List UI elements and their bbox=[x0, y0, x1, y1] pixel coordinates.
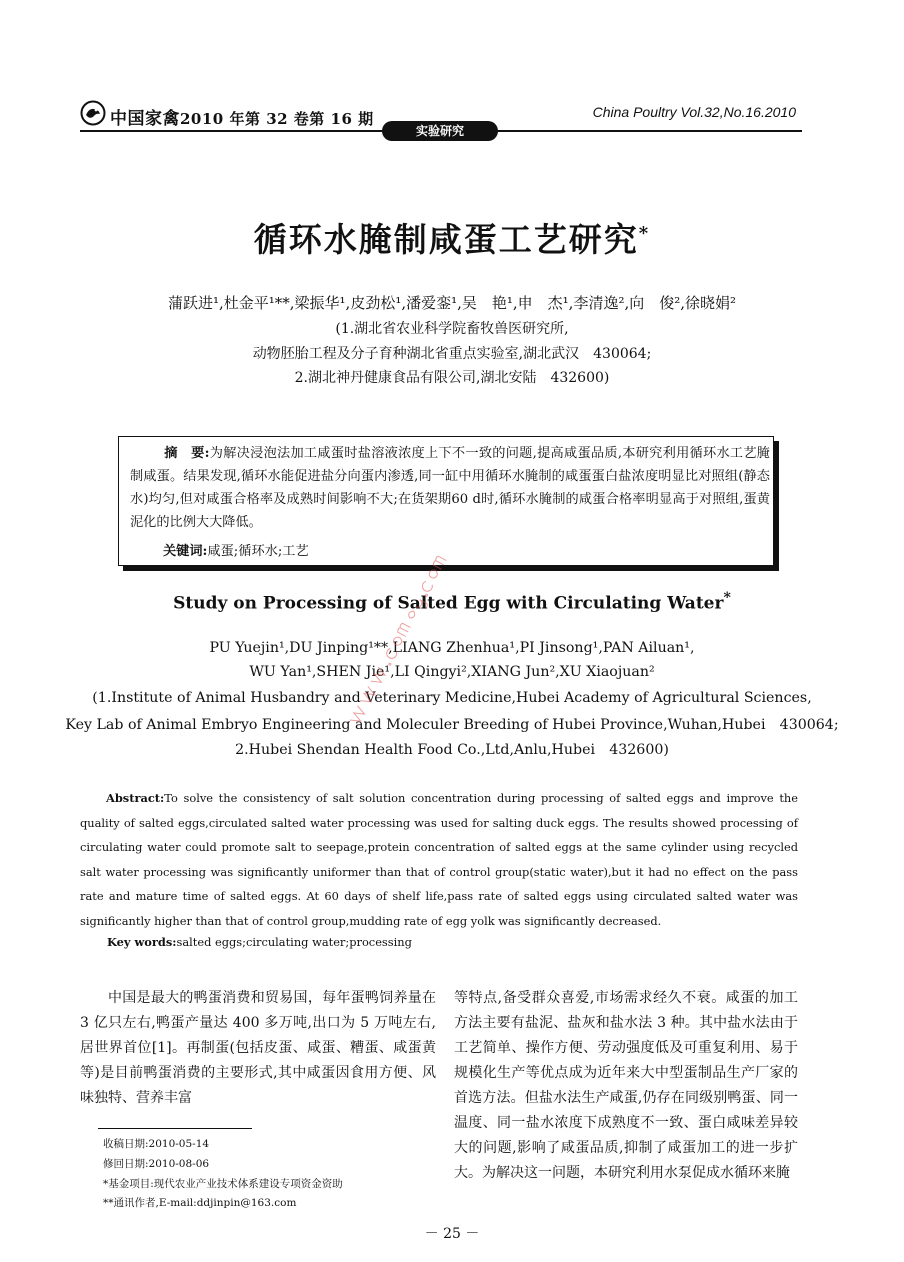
affiliation-en-1: (1.Institute of Animal Husbandry and Veterinary Medicine,Hubei Academy of Agricultural Sciences, bbox=[92, 690, 812, 706]
page-number: － 25 － bbox=[424, 1226, 480, 1242]
title-zh-text: 循环水腌制咸蛋工艺研究 bbox=[253, 220, 639, 259]
journal-issue-zh bbox=[110, 104, 374, 129]
abstract-en-text: To solve the consistency of salt solution concentration during processing of salted eggs and improve the quality of salted eggs,circulated salted water processing was used for salting duck eggs. The results showed processing of circulating water could promote salt to seepage,protein concentration of salted eggs at the same cylinder using recycled salt water processing was significantly uniformer than that of control group(static water),but it had no effect on the pass rate and mature time of salted eggs. At 60 days of shelf life,pass rate of salted eggs using circulated salted water was significantly higher than that of control group,mudding rate of egg yolk was significantly decreased. bbox=[80, 791, 798, 928]
footnote-received: 收稿日期:2010-05-14 bbox=[103, 1138, 210, 1150]
footnote-revised: 修回日期:2010-08-06 bbox=[103, 1158, 210, 1170]
title-en-mark: * bbox=[723, 590, 731, 606]
footnote-corresponding: **通讯作者,E-mail:ddjinpin@163.com bbox=[103, 1197, 297, 1209]
affiliation-zh-1: (1.湖北省农业科学院畜牧兽医研究所, bbox=[335, 321, 569, 337]
affiliation-en-2: Key Lab of Animal Embryo Engineering and Moleculer Breeding of Hubei Province,Wuhan,Hubei 430064; bbox=[65, 717, 839, 733]
abstract-zh-text: 为解决浸泡法加工咸蛋时盐溶液浓度上下不一致的问题,提高咸蛋品质,本研究利用循环水工艺腌制咸蛋。结果发现,循环水能促进盐分向蛋内渗透,同一缸中用循环水腌制的咸蛋蛋白盐浓度明显比对照组(静态水)均匀,但对咸蛋合格率及成熟时间影响不大;在货架期60 d时,循环水腌制的咸蛋合格率明显高于对照组,蛋黄泥化的比例大大降低。 bbox=[130, 446, 770, 530]
affiliation-zh-2: 动物胚胎工程及分子育种湖北省重点实验室,湖北武汉 430064; bbox=[252, 346, 652, 362]
footnote-funding: *基金项目:现代农业产业技术体系建设专项资金资助 bbox=[103, 1178, 343, 1190]
abstract-zh-label: 摘 要: bbox=[164, 446, 210, 461]
title-en-text: Study on Processing of Salted Egg with Circulating Water bbox=[173, 593, 724, 614]
journal-issue-en: China Poultry Vol.32,No.16.2010 bbox=[592, 104, 796, 120]
keywords-zh-text: 咸蛋;循环水;工艺 bbox=[207, 544, 309, 559]
keywords-zh bbox=[163, 540, 309, 559]
authors-zh: 蒲跃进¹,杜金平¹**,梁振华¹,皮劲松¹,潘爱銮¹,吴 艳¹,申 杰¹,李清逸²,向 俊²,徐晓娟² bbox=[167, 294, 737, 312]
footnote-rule bbox=[98, 1128, 252, 1129]
affiliation-en-3: 2.Hubei Shendan Health Food Co.,Ltd,Anlu,Hubei 432600) bbox=[235, 742, 669, 758]
keywords-en-label: Key words: bbox=[107, 935, 177, 949]
authors-en-1: PU Yuejin¹,DU Jinping¹**,LIANG Zhenhua¹,PI Jinsong¹,PAN Ailuan¹, bbox=[209, 640, 695, 656]
authors-en-2: WU Yan¹,SHEN Jie¹,LI Qingyi²,XIANG Jun²,XU Xiaojuan² bbox=[249, 664, 655, 680]
keywords-en bbox=[107, 935, 412, 949]
journal-name-zh: 中国家禽 bbox=[110, 109, 180, 129]
page-title-zh bbox=[0, 214, 904, 261]
affiliation-zh-3: 2.湖北神丹健康食品有限公司,湖北安陆 432600) bbox=[294, 370, 610, 386]
keywords-en-text: salted eggs;circulating water;processing bbox=[176, 935, 412, 949]
abstract-en bbox=[80, 786, 798, 933]
page-title-en bbox=[0, 590, 904, 614]
abstract-zh bbox=[130, 442, 770, 534]
section-badge: 实验研究 bbox=[382, 121, 498, 141]
issue-zh: 2010 年第 32 卷第 16 期 bbox=[180, 110, 374, 128]
keywords-zh-label: 关键词: bbox=[163, 544, 208, 559]
body-column-right: 等特点,备受群众喜爱,市场需求经久不衰。咸蛋的加工方法主要有盐泥、盐灰和盐水法 3 种。其中盐水法由于工艺简单、操作方便、劳动强度低及可重复利用、易于规模化生产等优点成为近年来大中型蛋制品生产厂家的首选方法。但盐水法生产咸蛋,仍存在同级别鸭蛋、同一温度、同一盐水浓度下成熟度不一致、蛋白咸味差异较大的问题,影响了咸蛋品质,抑制了咸蛋加工的进一步扩大。为解决这一问题，本研究利用水泵促成水循环来腌 bbox=[454, 990, 798, 1181]
journal-logo-icon bbox=[80, 100, 106, 126]
abstract-en-label: Abstract: bbox=[106, 791, 165, 805]
title-zh-mark: * bbox=[638, 223, 651, 244]
body-column-left: 中国是最大的鸭蛋消费和贸易国，每年蛋鸭饲养量在 3 亿只左右,鸭蛋产量达 400 多万吨,出口为 5 万吨左右,居世界首位[1]。再制蛋(包括皮蛋、咸蛋、糟蛋、咸蛋黄等)是目前鸭蛋消费的主要形式,其中咸蛋因食用方便、风味独特、营养丰富 bbox=[80, 990, 436, 1106]
